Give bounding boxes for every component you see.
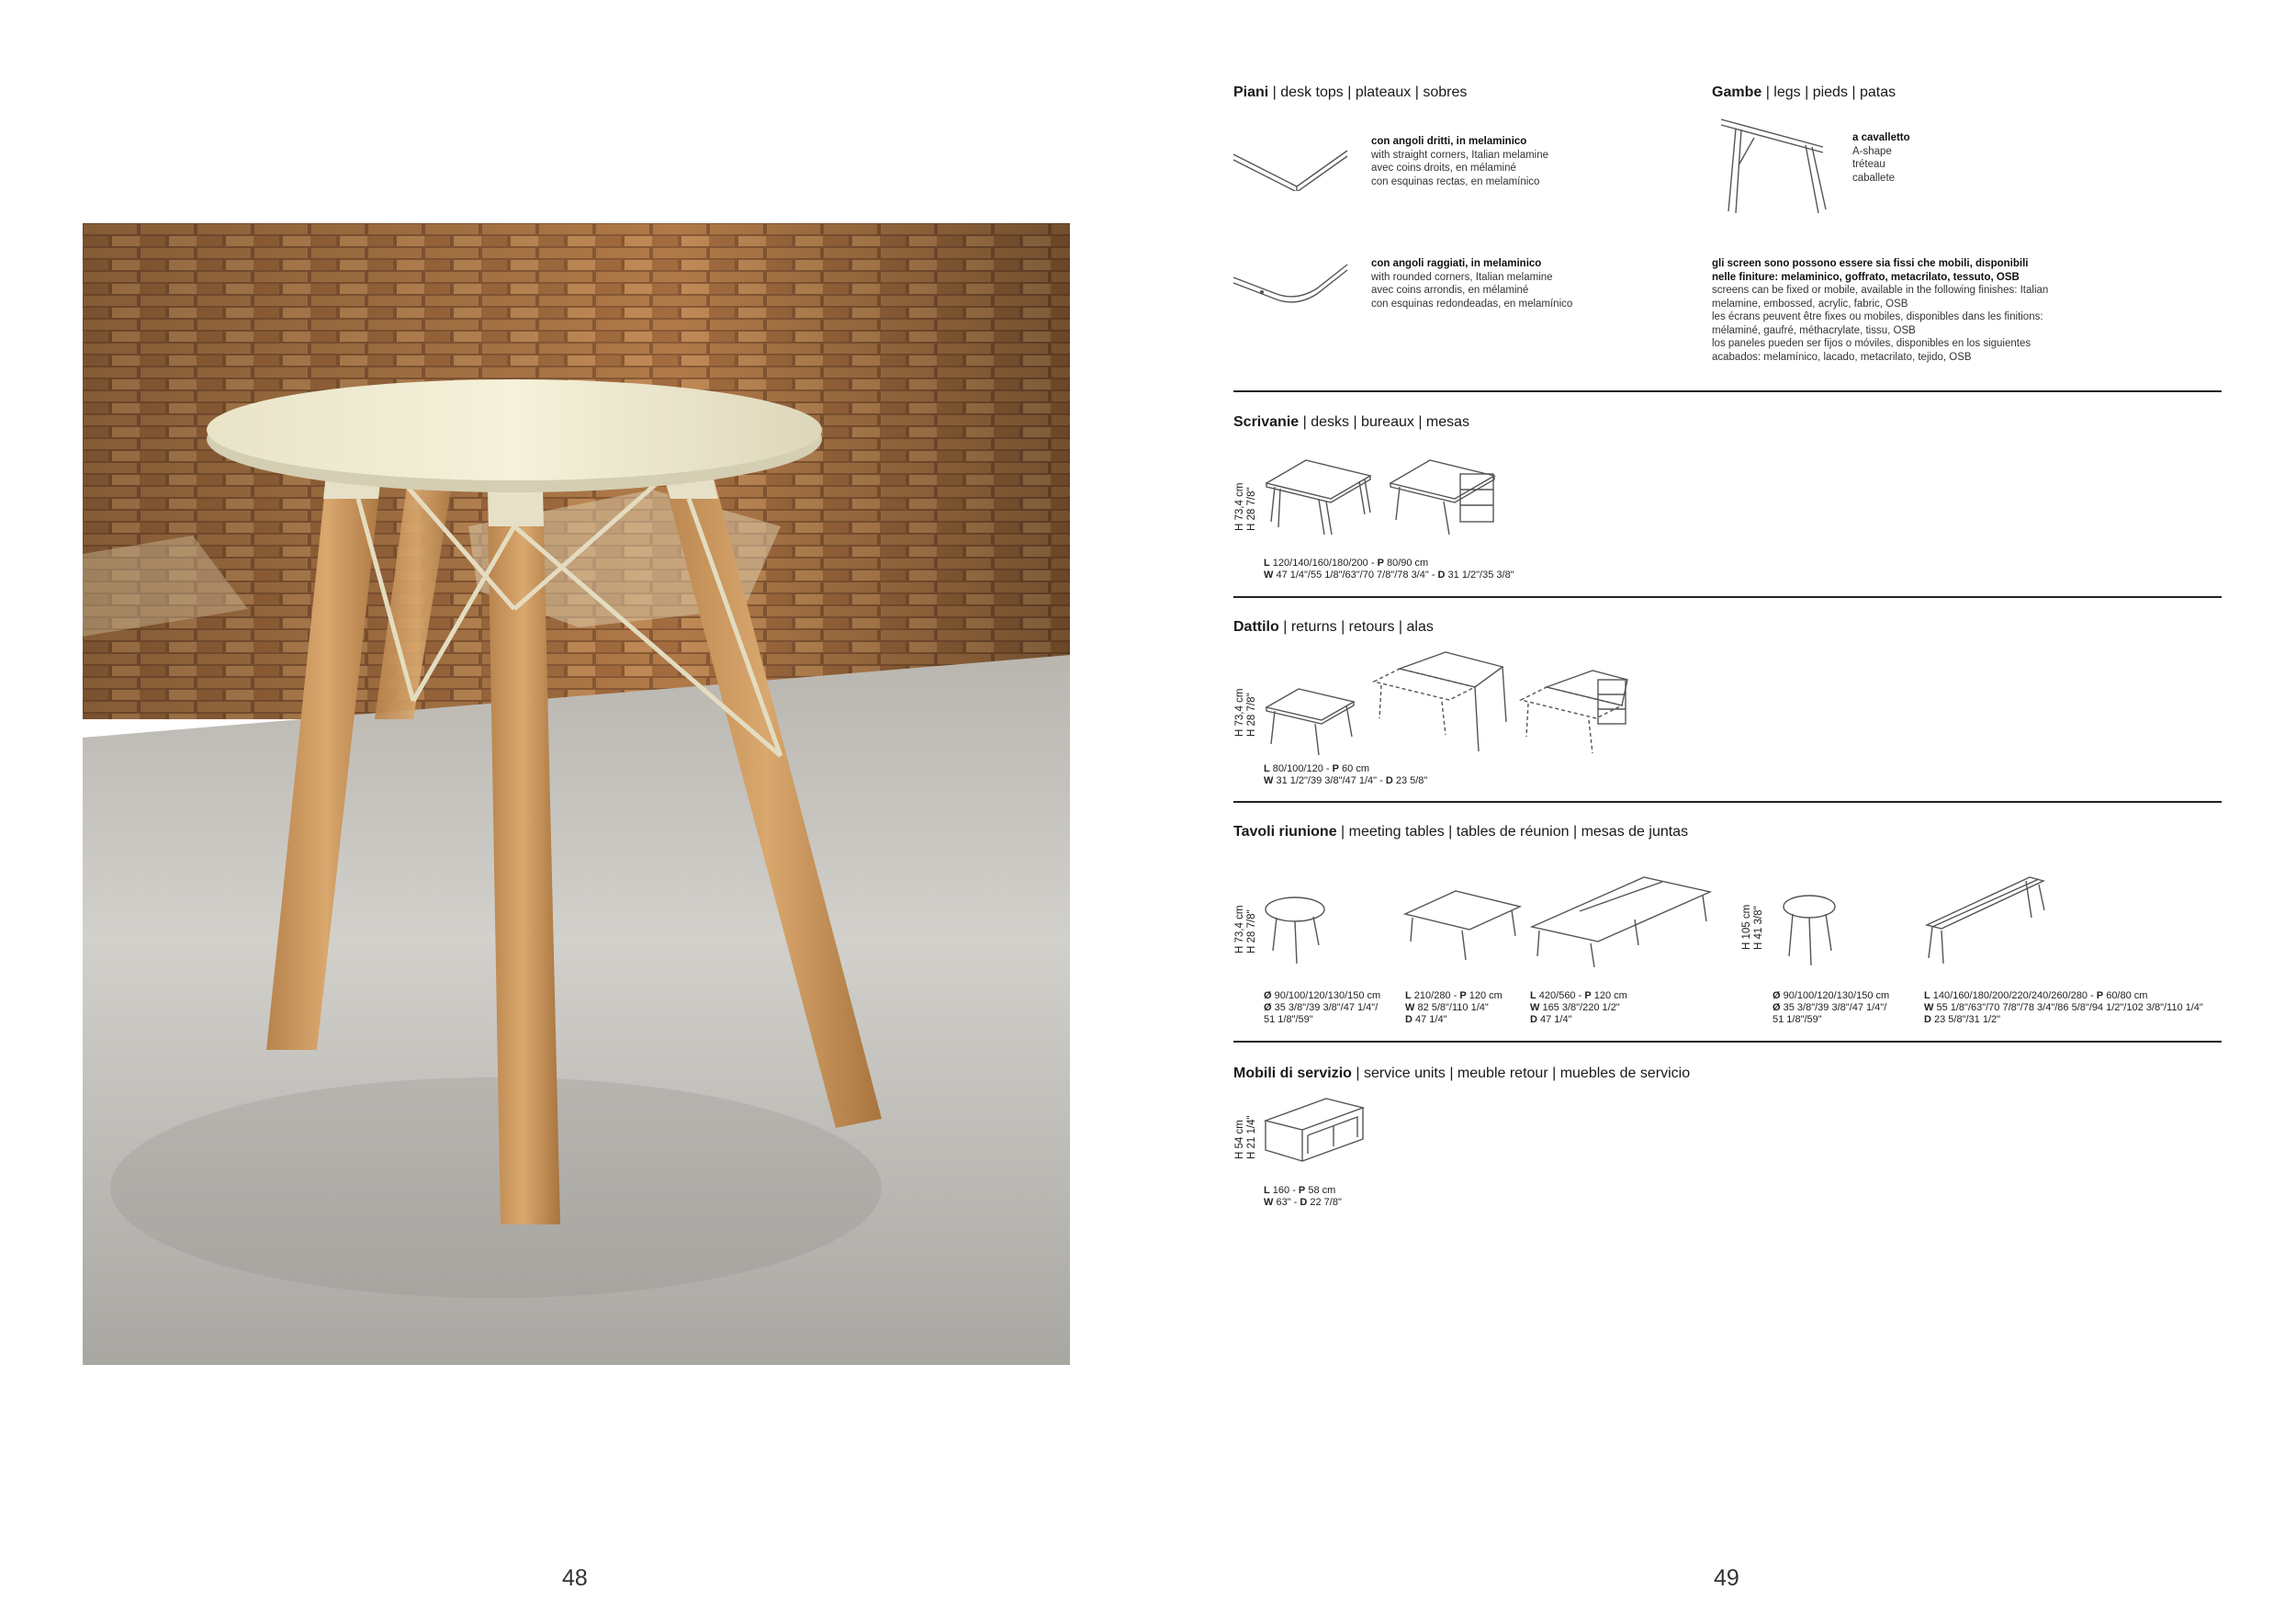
height-in: H 28 7/8" bbox=[1246, 693, 1257, 737]
a-shape-leg-illustration bbox=[1717, 110, 1837, 225]
gambe-it: a cavalletto bbox=[1852, 132, 1910, 143]
dim-key: D bbox=[1405, 1014, 1412, 1025]
divider bbox=[1233, 801, 2222, 803]
gambe-description bbox=[1852, 131, 1910, 185]
section-title-translations: | meeting tables | tables de réunion | mesas de juntas bbox=[1336, 824, 1689, 840]
gambe-en: A-shape bbox=[1852, 145, 1892, 157]
screens-it-1: gli screen sono possono essere sia fissi che mobili, disponibili bbox=[1712, 258, 2029, 269]
dim-key: Ø bbox=[1773, 990, 1781, 1001]
screens-fr-2: mélaminé, gaufré, méthacrylate, tissu, OSB bbox=[1712, 324, 1916, 336]
height-label bbox=[1234, 689, 1258, 737]
section-title-translations: | legs | pieds | patas bbox=[1761, 85, 1896, 100]
height-label bbox=[1234, 906, 1258, 953]
dim-value: 160 - bbox=[1269, 1185, 1299, 1196]
dim-value: 31 1/2"/35 3/8" bbox=[1445, 570, 1514, 581]
height-cm: H 73,4 cm bbox=[1234, 482, 1245, 531]
tavoli-dimensions-long bbox=[1530, 990, 1627, 1026]
dim-key: L bbox=[1264, 763, 1270, 774]
section-title-translations: | desk tops | plateaux | sobres bbox=[1268, 85, 1468, 100]
dim-key: L bbox=[1405, 990, 1412, 1001]
dim-key: D bbox=[1924, 1014, 1931, 1025]
dim-key: L bbox=[1924, 990, 1930, 1001]
page-number-left: 48 bbox=[562, 1565, 588, 1591]
return-illustrations bbox=[1262, 643, 1629, 767]
dim-value: 120 cm bbox=[1591, 990, 1627, 1001]
page-number-right: 49 bbox=[1714, 1565, 1739, 1591]
gambe-es: caballete bbox=[1852, 172, 1896, 184]
screens-it-2: nelle finiture: melaminico, goffrato, metacrilato, tessuto, OSB bbox=[1712, 271, 2020, 283]
dim-value: 63" - bbox=[1273, 1197, 1300, 1208]
piani-rounded-es: con esquinas redondeadas, en melamínico bbox=[1371, 298, 1573, 310]
desk-illustrations bbox=[1262, 446, 1510, 538]
dim-key: Ø bbox=[1264, 990, 1272, 1001]
piani-rounded-fr: avec coins arrondis, en mélaminé bbox=[1371, 285, 1529, 296]
dim-value: 210/280 - bbox=[1411, 990, 1460, 1001]
height-in: H 41 3/8" bbox=[1753, 906, 1764, 950]
section-title-translations: | desks | bureaux | mesas bbox=[1299, 414, 1470, 430]
section-title-bold: Tavoli riunione bbox=[1233, 824, 1337, 840]
dim-key: P bbox=[1332, 763, 1339, 774]
meeting-table-illustrations bbox=[1258, 850, 2177, 969]
dim-key: P bbox=[1584, 990, 1592, 1001]
dim-value: 47 1/4"/55 1/8"/63"/70 7/8"/78 3/4" - bbox=[1273, 570, 1438, 581]
dim-value: 55 1/8"/63"/70 7/8"/78 3/4"/86 5/8"/94 1/2"/102 3/8"/110 1/4" bbox=[1933, 1002, 2203, 1013]
piani-straight-fr: avec coins droits, en mélaminé bbox=[1371, 163, 1516, 174]
dim-value: 90/100/120/130/150 cm bbox=[1271, 990, 1381, 1001]
height-label bbox=[1234, 483, 1258, 531]
height-cm: H 73,4 cm bbox=[1234, 905, 1245, 953]
piani-straight-en: with straight corners, Italian melamine bbox=[1371, 149, 1549, 161]
piani-straight-es: con esquinas rectas, en melamínico bbox=[1371, 175, 1540, 187]
section-title-bold: Gambe bbox=[1712, 85, 1762, 100]
dim-key: D bbox=[1385, 775, 1393, 786]
section-title-bold: Piani bbox=[1233, 85, 1269, 100]
piani-item-rounded bbox=[1371, 257, 1572, 310]
piani-rounded-it: con angoli raggiati, in melaminico bbox=[1371, 258, 1542, 269]
product-photo bbox=[83, 223, 1070, 1365]
gambe-fr: tréteau bbox=[1852, 159, 1885, 170]
dim-key: W bbox=[1530, 1002, 1540, 1013]
dim-value: 82 5/8"/110 1/4" bbox=[1414, 1002, 1489, 1013]
section-title-bold: Dattilo bbox=[1233, 619, 1279, 635]
screens-fr-1: les écrans peuvent être fixes ou mobiles, disponibles dans les finitions: bbox=[1712, 311, 2043, 322]
dim-key: Ø bbox=[1773, 1002, 1781, 1013]
dim-value: 35 3/8"/39 3/8"/47 1/4"/ bbox=[1780, 1002, 1887, 1013]
section-title-mobili bbox=[1233, 1066, 1690, 1082]
section-title-piani bbox=[1233, 85, 1467, 101]
dim-key: Ø bbox=[1264, 1002, 1272, 1013]
section-title-bold: Scrivanie bbox=[1233, 414, 1300, 430]
service-unit-illustration bbox=[1262, 1093, 1372, 1167]
dim-key: P bbox=[2096, 990, 2104, 1001]
piani-item-straight bbox=[1371, 135, 1548, 188]
dim-value: 23 5/8"/31 1/2" bbox=[1930, 1014, 2001, 1025]
dattilo-dimensions bbox=[1264, 763, 1427, 787]
dim-value: 60 cm bbox=[1338, 763, 1369, 774]
dim-key: D bbox=[1437, 570, 1446, 581]
dim-value: 58 cm bbox=[1305, 1185, 1336, 1196]
screens-es-1: los paneles pueden ser fijos o móviles, disponibles en los siguientes bbox=[1712, 338, 2032, 349]
rounded-top-illustration bbox=[1231, 257, 1350, 312]
section-title-tavoli bbox=[1233, 824, 1688, 840]
divider bbox=[1233, 1041, 2222, 1043]
section-title-bold: Mobili di servizio bbox=[1233, 1066, 1352, 1081]
divider bbox=[1233, 390, 2222, 392]
height-cm: H 105 cm bbox=[1741, 904, 1752, 950]
dim-value: 80/90 cm bbox=[1383, 558, 1429, 569]
dim-value: 31 1/2"/39 3/8"/47 1/4" - bbox=[1273, 775, 1386, 786]
height-in: H 28 7/8" bbox=[1246, 909, 1257, 953]
tavoli-dimensions-rect bbox=[1405, 990, 1503, 1026]
dim-value: 35 3/8"/39 3/8"/47 1/4"/ bbox=[1271, 1002, 1379, 1013]
dim-value: 420/560 - bbox=[1536, 990, 1585, 1001]
dim-key: L bbox=[1530, 990, 1536, 1001]
dim-key: P bbox=[1459, 990, 1467, 1001]
height-cm: H 73,4 cm bbox=[1234, 688, 1245, 737]
dim-key: P bbox=[1298, 1185, 1306, 1196]
dim-value: 80/100/120 - bbox=[1269, 763, 1333, 774]
dim-value: 23 5/8" bbox=[1392, 775, 1428, 786]
height-label bbox=[1234, 1115, 1258, 1159]
screens-es-2: acabados: melamínico, lacado, metacrilato, tejido, OSB bbox=[1712, 351, 1972, 363]
dim-value: 120 cm bbox=[1466, 990, 1503, 1001]
screens-en-1: screens can be fixed or mobile, available in the following finishes: Italian bbox=[1712, 285, 2049, 296]
dim-key: D bbox=[1300, 1197, 1308, 1208]
dim-key: L bbox=[1264, 1185, 1270, 1196]
dim-value: 22 7/8" bbox=[1307, 1197, 1342, 1208]
screens-en-2: melamine, embossed, acrylic, fabric, OSB bbox=[1712, 298, 1908, 310]
dim-value: 60/80 cm bbox=[2103, 990, 2148, 1001]
dim-key: W bbox=[1405, 1002, 1415, 1013]
screens-note bbox=[1712, 257, 2048, 364]
section-title-dattilo bbox=[1233, 619, 1434, 636]
height-in: H 28 7/8" bbox=[1246, 487, 1257, 531]
section-title-translations: | service units | meuble retour | muebles de servicio bbox=[1351, 1066, 1691, 1081]
tavoli-dimensions-high-long bbox=[1924, 990, 2203, 1026]
dim-value: 120/140/160/180/200 - bbox=[1269, 558, 1378, 569]
piani-rounded-en: with rounded corners, Italian melamine bbox=[1371, 271, 1553, 283]
dim-key: W bbox=[1264, 570, 1274, 581]
dim-key: W bbox=[1264, 775, 1274, 786]
section-title-translations: | returns | retours | alas bbox=[1278, 619, 1434, 635]
dim-value: 51 1/8"/59" bbox=[1264, 1014, 1313, 1025]
dim-key: W bbox=[1264, 1197, 1274, 1208]
dim-key: W bbox=[1924, 1002, 1934, 1013]
tavoli-dimensions-round bbox=[1264, 990, 1380, 1026]
dim-value: 47 1/4" bbox=[1536, 1014, 1572, 1025]
section-title-scrivanie bbox=[1233, 414, 1469, 431]
dim-value: 47 1/4" bbox=[1412, 1014, 1447, 1025]
dim-value: 140/160/180/200/220/240/260/280 - bbox=[1930, 990, 2097, 1001]
dim-value: 90/100/120/130/150 cm bbox=[1780, 990, 1890, 1001]
tavoli-dimensions-high-round bbox=[1773, 990, 1889, 1026]
dim-value: 51 1/8"/59" bbox=[1773, 1014, 1822, 1025]
dim-key: P bbox=[1377, 558, 1384, 569]
height-in: H 21 1/4" bbox=[1246, 1115, 1257, 1159]
scrivanie-dimensions bbox=[1264, 558, 1514, 581]
piani-straight-it: con angoli dritti, in melaminico bbox=[1371, 136, 1527, 147]
divider bbox=[1233, 596, 2222, 598]
height-cm: H 54 cm bbox=[1234, 1120, 1245, 1159]
dim-key: D bbox=[1530, 1014, 1537, 1025]
straight-top-illustration bbox=[1231, 136, 1350, 191]
mobili-dimensions bbox=[1264, 1185, 1342, 1209]
dim-key: L bbox=[1264, 558, 1270, 569]
dim-value: 165 3/8"/220 1/2" bbox=[1539, 1002, 1620, 1013]
section-title-gambe bbox=[1712, 85, 1896, 101]
